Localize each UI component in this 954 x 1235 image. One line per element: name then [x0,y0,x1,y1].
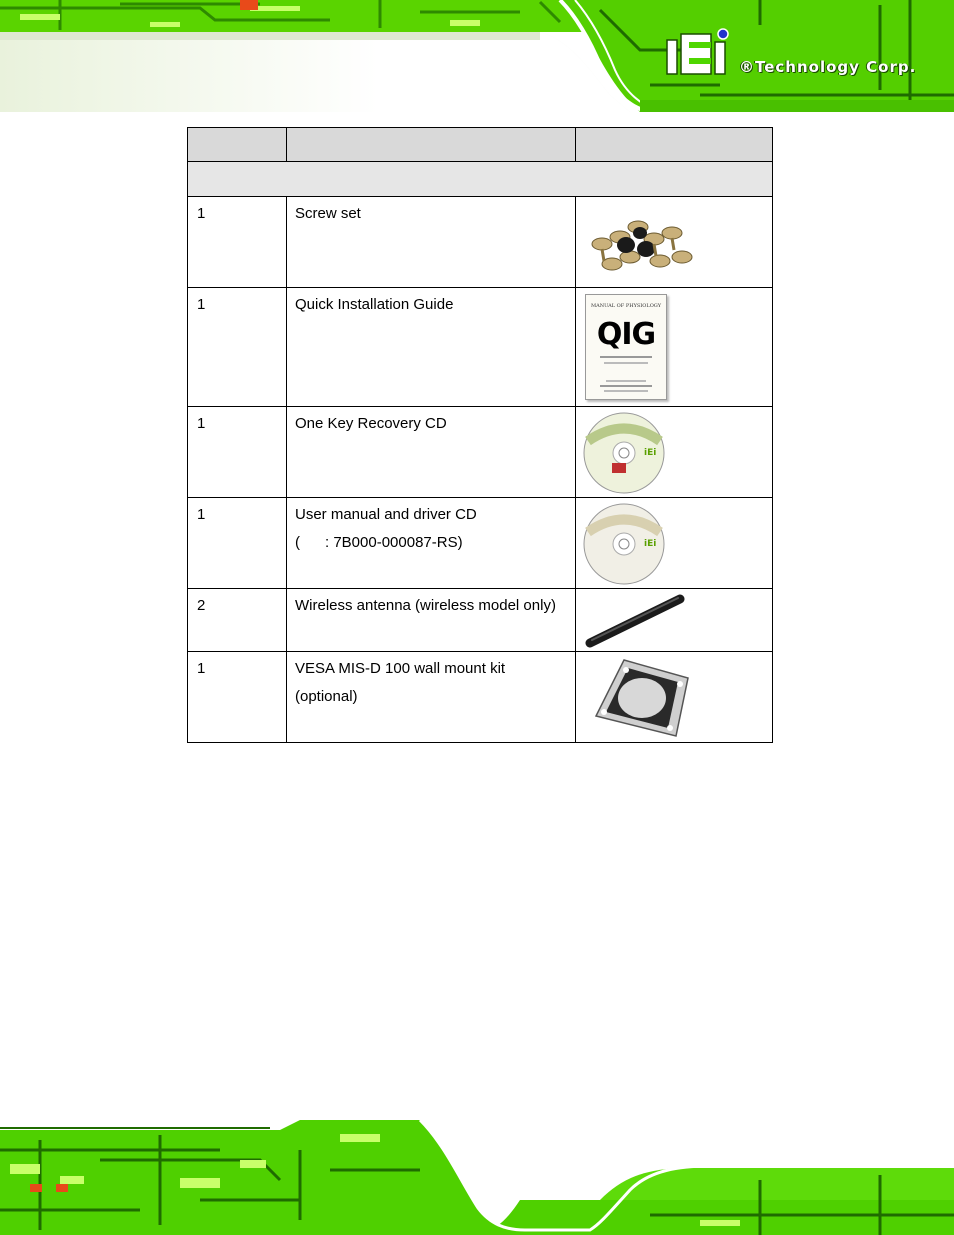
header-quantity [188,128,287,162]
header-banner [0,0,954,112]
quantity-cell: 1 [197,506,206,523]
package-contents-table [187,127,773,743]
table-row [188,197,773,288]
iei-logo-mark-icon [665,28,735,76]
quantity-cell: 1 [197,296,206,313]
table-row [188,288,773,407]
item-name-block [287,652,575,705]
driver-cd-image [582,502,666,586]
quantity-cell: 2 [197,597,206,614]
pcb-footer-artwork [0,1120,954,1235]
table-row [188,589,773,652]
item-name: Quick Installation Guide [295,296,454,313]
company-logo [665,28,935,78]
footer-banner [0,1120,954,1235]
item-name: VESA MIS-D 100 wall mount kit [295,660,506,677]
quantity-cell: 1 [197,660,206,677]
quantity-cell: 1 [197,205,206,222]
table-row [188,652,773,743]
item-name: User manual and driver CD [295,506,477,523]
wall-mount-image [592,656,702,740]
section-label [188,162,773,197]
screw-set-image [582,209,702,279]
item-name: Wireless antenna (wireless model only) [295,597,556,614]
item-name: One Key Recovery CD [295,415,447,432]
table-header-row [188,128,773,162]
svg-text:iEi: iEi [644,448,657,458]
header-item [287,128,576,162]
recovery-cd-image [582,411,666,495]
section-row [188,162,773,197]
antenna-image [582,591,692,651]
table-row [188,498,773,589]
table-row [188,407,773,498]
svg-text:iEi: iEi [644,539,657,549]
item-name-block [287,498,575,551]
qig-cover-title: MANUAL OF PHYSIOLOGY [591,303,661,309]
item-part-number: ( : 7B000-000087-RS) [295,534,463,551]
qig-manual-image [585,294,667,400]
item-note: (optional) [295,688,358,705]
item-name: Screw set [295,205,361,222]
qig-cover-text: QIG [596,317,656,352]
header-image [576,128,773,162]
quantity-cell: 1 [197,415,206,432]
logo-text: ®Technology Corp. [739,58,917,76]
